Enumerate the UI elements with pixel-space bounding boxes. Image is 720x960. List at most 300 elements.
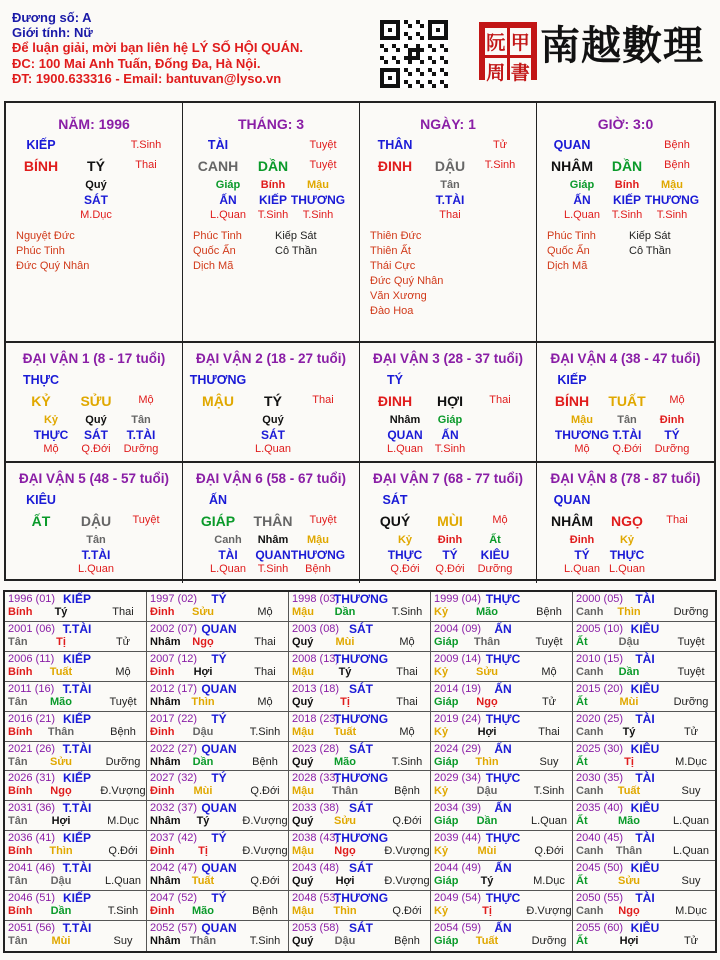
- year-ten-god: TÝ: [211, 592, 227, 606]
- hidden-ten-god: THƯƠNG: [644, 193, 700, 207]
- year-stage: Đ.Vượng: [526, 905, 572, 918]
- year-stage: M.Dục: [675, 755, 707, 768]
- hidden-stage: T.Sinh: [302, 209, 334, 221]
- year-label: 1996 (01): [8, 593, 56, 605]
- year-stage: Dưỡng: [105, 755, 141, 768]
- hidden-stage: L.Quan: [209, 209, 247, 221]
- year-label: 2043 (48): [292, 862, 340, 875]
- luck-stem: MẬU: [202, 393, 234, 409]
- year-cell: [431, 771, 573, 801]
- year-stage: Suy: [539, 755, 559, 768]
- year-stem: Canh: [576, 785, 604, 798]
- year-label: 2021 (26): [8, 742, 56, 755]
- pillar-stage-2: Bệnh: [664, 159, 690, 171]
- luck-cycle-cell: [360, 343, 537, 463]
- year-label: 2053 (58): [292, 922, 340, 935]
- hidden-ten-god: THƯƠNG: [290, 193, 346, 207]
- hidden-stem: Mậu: [307, 179, 329, 191]
- year-stem: Ất: [576, 875, 588, 888]
- year-stem: Quý: [292, 635, 314, 648]
- year-stage: L.Quan: [530, 815, 568, 828]
- year-stem: Ất: [576, 815, 588, 828]
- year-branch: Tuất: [49, 665, 73, 678]
- heavenly-stem: CANH: [197, 158, 239, 174]
- luck-cycle-cell: [537, 343, 714, 463]
- luck-cycle-cell: [360, 463, 537, 583]
- luck-hidden-stem: Đinh: [437, 534, 463, 546]
- year-cell: [289, 622, 431, 652]
- year-stage: Q.Đới: [534, 845, 564, 858]
- year-label: 2002 (07): [150, 622, 198, 635]
- header-gender: Giới tính: Nữ: [12, 25, 93, 41]
- pillar-ten-god: TÀI: [207, 138, 229, 152]
- year-stem: Nhâm: [150, 635, 181, 648]
- year-stage: Mộ: [257, 606, 273, 618]
- hidden-stem: Giáp: [569, 179, 595, 191]
- year-branch: Dậu: [192, 725, 214, 738]
- year-branch: Mùi: [619, 695, 639, 708]
- luck-ten-god: THƯƠNG: [189, 373, 247, 387]
- year-cell: [431, 861, 573, 891]
- hidden-stem: Quý: [85, 179, 107, 191]
- year-label: 2008 (13): [292, 652, 340, 665]
- year-label: 2024 (29): [434, 742, 482, 755]
- luck-cycle-title: ĐẠI VẬN 1 (8 - 17 tuổi): [22, 351, 166, 366]
- year-stage: T.Sinh: [249, 725, 281, 738]
- year-label: 2041 (46): [8, 862, 56, 875]
- luck-branch: HỢI: [437, 393, 463, 409]
- year-cell: [147, 921, 289, 951]
- year-branch: Mão: [334, 755, 356, 768]
- year-branch: Tị: [482, 905, 492, 918]
- year-stage: Tuyệt: [677, 665, 705, 678]
- year-label: 2044 (49): [434, 862, 482, 875]
- auspicious-star: Dịch Mã: [193, 260, 234, 272]
- luck-hidden-stage: Dưỡng: [654, 443, 690, 455]
- year-branch: Mùi: [193, 785, 213, 798]
- year-label: 2055 (60): [576, 922, 624, 935]
- qr-code-icon[interactable]: [380, 20, 448, 88]
- hidden-ten-god: KIẾP: [258, 193, 288, 207]
- year-ten-god: TÝ: [211, 651, 227, 666]
- year-ten-god: THỰC: [485, 711, 521, 726]
- year-stage: Tử: [541, 695, 557, 708]
- year-label: 2015 (20): [576, 682, 624, 695]
- year-stage: Q.Đới: [250, 785, 280, 798]
- year-cell: [147, 712, 289, 742]
- inauspicious-star: Kiếp Sát: [275, 230, 317, 242]
- year-label: 2020 (25): [576, 712, 624, 725]
- year-stage: Bệnh: [394, 785, 420, 798]
- pillar-cell: [537, 103, 714, 343]
- year-branch: Thìn: [617, 606, 641, 618]
- year-cell: [573, 891, 715, 921]
- year-branch: Thân: [189, 935, 217, 948]
- year-branch: Thân: [473, 635, 501, 648]
- seal-char: 甲: [510, 28, 532, 55]
- year-ten-god: SÁT: [349, 861, 373, 876]
- year-stage: Thai: [396, 665, 418, 678]
- year-cell: [5, 592, 147, 622]
- hidden-stage: T.Sinh: [611, 209, 643, 221]
- year-cell: [147, 771, 289, 801]
- year-branch: Hợi: [477, 725, 497, 738]
- luck-cycle-cell: [537, 463, 714, 583]
- year-stem: Giáp: [434, 755, 459, 768]
- year-stage: M.Dục: [107, 815, 139, 828]
- year-branch: Dần: [50, 905, 72, 918]
- year-label: 2040 (45): [576, 832, 624, 845]
- luck-hidden-stem: Mậu: [571, 414, 593, 426]
- year-stage: Bệnh: [536, 606, 562, 618]
- year-cell: [573, 622, 715, 652]
- year-cell: [289, 801, 431, 831]
- year-cell: [573, 682, 715, 712]
- year-stem: Mậu: [292, 905, 314, 918]
- year-branch: Sửu: [475, 665, 499, 678]
- luck-hidden-stem: Quý: [262, 414, 284, 426]
- year-cell: [5, 861, 147, 891]
- year-stage: T.Sinh: [533, 785, 565, 798]
- year-ten-god: SÁT: [349, 621, 373, 636]
- header-address: ĐC: 100 Mai Anh Tuấn, Đống Đa, Hà Nội.: [12, 55, 261, 71]
- year-label: 2017 (22): [150, 712, 198, 725]
- luck-cycle-cell: [6, 463, 183, 583]
- luck-hidden-stem: Quý: [85, 414, 107, 426]
- hidden-ten-god: KIẾP: [612, 193, 642, 207]
- hidden-stem: Mậu: [661, 179, 683, 191]
- luck-hidden-stem: Canh: [214, 534, 242, 546]
- year-branch: Hợi: [193, 665, 213, 678]
- year-branch: Tuất: [475, 935, 499, 948]
- auspicious-star: Phúc Tinh: [547, 230, 596, 242]
- luck-hidden-stem: Kỷ: [397, 534, 413, 546]
- year-stage: Thai: [538, 725, 560, 738]
- year-cell: [289, 712, 431, 742]
- year-label: 2030 (35): [576, 772, 624, 785]
- luck-hidden-stem: Kỷ: [619, 534, 635, 546]
- year-stage: Đ.Vượng: [384, 875, 430, 888]
- luck-hidden-stage: Mộ: [43, 443, 59, 455]
- year-ten-god: QUAN: [201, 861, 237, 876]
- year-ten-god: T.TÀI: [62, 741, 92, 756]
- year-ten-god: QUAN: [201, 921, 237, 936]
- year-stem: Giáp: [434, 815, 459, 828]
- luck-stage: Thai: [666, 514, 688, 526]
- year-label: 2011 (16): [8, 682, 55, 695]
- year-stem: Đinh: [150, 606, 175, 618]
- pillar-cell: [183, 103, 360, 343]
- luck-hidden-stem: Đinh: [569, 534, 595, 546]
- year-ten-god: KIÊU: [630, 801, 660, 816]
- year-label: 2038 (43): [292, 832, 340, 845]
- luck-cycle-cell: [6, 343, 183, 463]
- header-phone-email: ĐT: 1900.633316 - Email: bantuvan@lyso.vn: [12, 70, 282, 86]
- year-branch: Tý: [622, 725, 636, 738]
- hidden-stem: Giáp: [215, 179, 241, 191]
- year-ten-god: THỰC: [485, 831, 521, 846]
- year-label: 2003 (08): [292, 622, 340, 635]
- year-cell: [147, 742, 289, 772]
- year-label: 1999 (04): [434, 593, 482, 605]
- year-stem: Ất: [576, 695, 588, 708]
- year-stage: Mộ: [399, 725, 415, 738]
- year-stem: Tân: [8, 755, 28, 768]
- luck-hidden-ten-god: TÝ: [442, 548, 458, 562]
- year-ten-god: T.TÀI: [62, 921, 92, 936]
- year-cell: [573, 652, 715, 682]
- year-cell: [289, 682, 431, 712]
- year-stem: Kỷ: [434, 845, 449, 858]
- year-ten-god: THƯƠNG: [333, 592, 389, 606]
- luck-hidden-stem: Kỷ: [43, 414, 59, 426]
- pillar-cell: [360, 103, 537, 343]
- year-branch: Ngọ: [50, 785, 72, 798]
- luck-hidden-stage: L.Quan: [563, 563, 601, 575]
- year-cell: [431, 682, 573, 712]
- year-stem: Bính: [8, 606, 33, 618]
- year-ten-god: TÀI: [635, 711, 655, 726]
- year-stage: Thai: [254, 635, 276, 648]
- year-stage: Dưỡng: [673, 695, 709, 708]
- year-ten-god: KIẾP: [62, 831, 92, 846]
- year-label: 2049 (54): [434, 892, 482, 905]
- year-cell: [431, 891, 573, 921]
- year-ten-god: KIẾP: [62, 711, 92, 726]
- luck-stage: Tuyệt: [309, 514, 337, 526]
- year-label: 2028 (33): [292, 772, 340, 785]
- year-cell: [147, 682, 289, 712]
- year-ten-god: T.TÀI: [62, 621, 92, 636]
- seal-char: 周: [485, 58, 507, 85]
- header-contact: Để luận giải, mời bạn liên hệ LÝ SỐ HỘI QUÁN.: [12, 40, 303, 56]
- auspicious-star: Thái Cực: [370, 260, 416, 272]
- luck-hidden-stage: L.Quan: [77, 563, 115, 575]
- year-cell: [147, 801, 289, 831]
- luck-hidden-stem: Ất: [489, 534, 501, 546]
- year-stage: Suy: [113, 935, 133, 948]
- auspicious-star: Đức Quý Nhân: [16, 260, 90, 272]
- year-stem: Canh: [576, 606, 604, 618]
- year-ten-god: KIẾP: [62, 771, 92, 786]
- year-stem: Kỷ: [434, 606, 449, 618]
- luck-hidden-stem: Mậu: [307, 534, 329, 546]
- year-branch: Tị: [340, 695, 350, 708]
- year-stage: Suy: [681, 875, 701, 888]
- year-stage: Suy: [681, 785, 701, 798]
- year-branch: Tý: [480, 875, 494, 888]
- year-ten-god: T.TÀI: [62, 681, 92, 696]
- luck-ten-god: THỰC: [22, 373, 60, 387]
- luck-hidden-stage: L.Quan: [254, 443, 292, 455]
- year-stem: Ất: [576, 755, 588, 768]
- luck-hidden-ten-god: QUAN: [387, 428, 423, 442]
- year-label: 2004 (09): [434, 622, 482, 635]
- luck-cycle-title: ĐẠI VẬN 5 (48 - 57 tuổi): [18, 471, 170, 486]
- year-stage: Mộ: [257, 695, 273, 708]
- pillar-stage-2: Tuyệt: [309, 159, 337, 171]
- year-label: 2033 (38): [292, 802, 340, 815]
- year-label: 2054 (59): [434, 922, 482, 935]
- year-label: 2019 (24): [434, 712, 482, 725]
- year-stem: Bính: [8, 785, 33, 798]
- year-stem: Canh: [576, 905, 604, 918]
- pillar-title: NĂM: 1996: [58, 116, 130, 132]
- luck-hidden-stage: L.Quan: [386, 443, 424, 455]
- year-ten-god: KIẾP: [62, 651, 92, 666]
- hidden-ten-god: SÁT: [84, 193, 108, 207]
- hidden-stage: Thai: [439, 209, 461, 221]
- luck-stage: Mộ: [492, 514, 508, 526]
- year-stage: M.Dục: [675, 905, 707, 918]
- luck-ten-god: QUAN: [553, 493, 591, 507]
- luck-hidden-stage: T.Sinh: [434, 443, 466, 455]
- hidden-ten-god: T.TÀI: [435, 193, 465, 207]
- year-cell: [573, 592, 715, 622]
- year-ten-god: KIÊU: [630, 921, 660, 936]
- year-label: 2046 (51): [8, 892, 56, 905]
- year-cell: [5, 712, 147, 742]
- heavenly-stem: NHÂM: [551, 158, 593, 174]
- luck-cycle-title: ĐẠI VẬN 2 (18 - 27 tuổi): [195, 351, 347, 366]
- year-label: 2018 (23): [292, 712, 340, 725]
- year-branch: Hợi: [51, 815, 71, 828]
- year-cell: [147, 861, 289, 891]
- year-stage: Bệnh: [394, 935, 420, 948]
- year-stage: Bệnh: [110, 725, 136, 738]
- luck-hidden-ten-god: QUAN: [255, 548, 291, 562]
- earthly-branch: DẦN: [257, 158, 289, 174]
- year-stem: Tân: [8, 875, 28, 888]
- year-label: 2026 (31): [8, 772, 56, 785]
- seal-logo: [479, 22, 537, 84]
- year-cell: [573, 831, 715, 861]
- year-cell: [431, 592, 573, 622]
- year-label: 2036 (41): [8, 832, 56, 845]
- year-stem: Mậu: [292, 665, 314, 678]
- pillar-stage: Tử: [492, 139, 508, 151]
- year-stem: Bính: [8, 905, 33, 918]
- year-stage: Tuyệt: [109, 695, 137, 708]
- year-stage: M.Dục: [533, 875, 565, 888]
- pillar-stage: Tuyệt: [309, 139, 337, 151]
- year-cell: [5, 652, 147, 682]
- luck-hidden-stage: Q.Đới: [390, 563, 420, 575]
- year-stage: Q.Đới: [250, 875, 280, 888]
- year-branch: Dần: [476, 815, 498, 828]
- luck-stem: ĐINH: [377, 393, 413, 409]
- year-branch: Dần: [192, 755, 214, 768]
- year-branch: Mão: [50, 695, 72, 708]
- year-label: 2045 (50): [576, 862, 624, 875]
- year-stem: Nhâm: [150, 815, 181, 828]
- year-stem: Kỷ: [434, 785, 449, 798]
- year-stem: Kỷ: [434, 665, 449, 678]
- luck-cycle-title: ĐẠI VẬN 7 (68 - 77 tuổi): [372, 471, 524, 486]
- year-cell: [5, 801, 147, 831]
- year-stage: Q.Đới: [392, 815, 422, 828]
- year-stem: Ất: [576, 935, 588, 948]
- auspicious-star: Phúc Tinh: [16, 245, 65, 257]
- year-stem: Mậu: [292, 845, 314, 858]
- luck-cycle-title: ĐẠI VẬN 6 (58 - 67 tuổi): [195, 471, 347, 486]
- year-cell: [5, 891, 147, 921]
- year-label: 2032 (37): [150, 802, 198, 815]
- year-stem: Đinh: [150, 785, 175, 798]
- year-stage: Q.Đới: [392, 905, 422, 918]
- year-ten-god: TÀI: [635, 891, 655, 906]
- year-ten-god: ẤN: [494, 861, 512, 876]
- luck-hidden-ten-god: T.TÀI: [612, 428, 642, 442]
- inauspicious-star: Kiếp Sát: [629, 230, 671, 242]
- year-stem: Đinh: [150, 905, 175, 918]
- year-branch: Sửu: [617, 875, 641, 888]
- pillar-ten-god: THÂN: [377, 138, 413, 152]
- year-cell: [431, 831, 573, 861]
- year-cell: [147, 592, 289, 622]
- year-cell: [573, 801, 715, 831]
- year-stage: Mộ: [399, 635, 415, 648]
- luck-hidden-stage: Q.Đới: [435, 563, 465, 575]
- year-label: 2037 (42): [150, 832, 198, 845]
- seal-char: 書: [510, 58, 532, 85]
- year-ten-god: KIẾP: [62, 891, 92, 906]
- year-ten-god: SÁT: [349, 801, 373, 816]
- auspicious-star: Văn Xương: [370, 290, 427, 302]
- auspicious-star: Đức Quý Nhân: [370, 275, 444, 287]
- year-ten-god: TÀI: [635, 831, 655, 846]
- luck-stage: Tuyệt: [132, 514, 160, 526]
- year-branch: Thìn: [475, 755, 499, 768]
- pillar-ten-god: KIẾP: [26, 138, 56, 152]
- year-label: 2047 (52): [150, 892, 198, 905]
- luck-hidden-ten-god: KIÊU: [480, 548, 510, 562]
- year-branch: Ngọ: [618, 905, 640, 918]
- year-stage: T.Sinh: [391, 606, 423, 618]
- year-cell: [147, 831, 289, 861]
- year-stem: Đinh: [150, 725, 175, 738]
- luck-hidden-stage: Q.Đới: [612, 443, 642, 455]
- year-branch: Ngọ: [192, 635, 214, 648]
- year-stem: Canh: [576, 845, 604, 858]
- year-ten-god: T.TÀI: [62, 861, 92, 876]
- year-stem: Tân: [8, 635, 28, 648]
- year-branch: Hợi: [335, 875, 355, 888]
- luck-hidden-stem: Tân: [617, 414, 637, 426]
- year-ten-god: KIÊU: [630, 741, 660, 756]
- year-cell: [289, 891, 431, 921]
- year-branch: Tý: [196, 815, 210, 828]
- year-ten-god: KIẾP: [62, 592, 92, 606]
- luck-hidden-ten-god: THỰC: [609, 548, 645, 562]
- auspicious-star: Dịch Mã: [547, 260, 588, 272]
- luck-ten-god: ẤN: [208, 493, 228, 507]
- year-label: 2042 (47): [150, 862, 198, 875]
- year-branch: Tị: [56, 635, 66, 648]
- luck-hidden-ten-god: ẤN: [441, 428, 459, 442]
- year-ten-god: QUAN: [201, 741, 237, 756]
- pillar-stage-2: T.Sinh: [484, 159, 516, 171]
- luck-ten-god: SÁT: [382, 493, 408, 507]
- year-cell: [573, 771, 715, 801]
- year-stage: Bệnh: [252, 905, 278, 918]
- auspicious-star: Thiên Ất: [370, 245, 411, 257]
- year-label: 2039 (44): [434, 832, 482, 845]
- year-label: 2022 (27): [150, 742, 198, 755]
- luck-hidden-stage: Q.Đới: [81, 443, 111, 455]
- luck-hidden-ten-god: THƯƠNG: [554, 428, 610, 442]
- year-branch: Dậu: [476, 785, 498, 798]
